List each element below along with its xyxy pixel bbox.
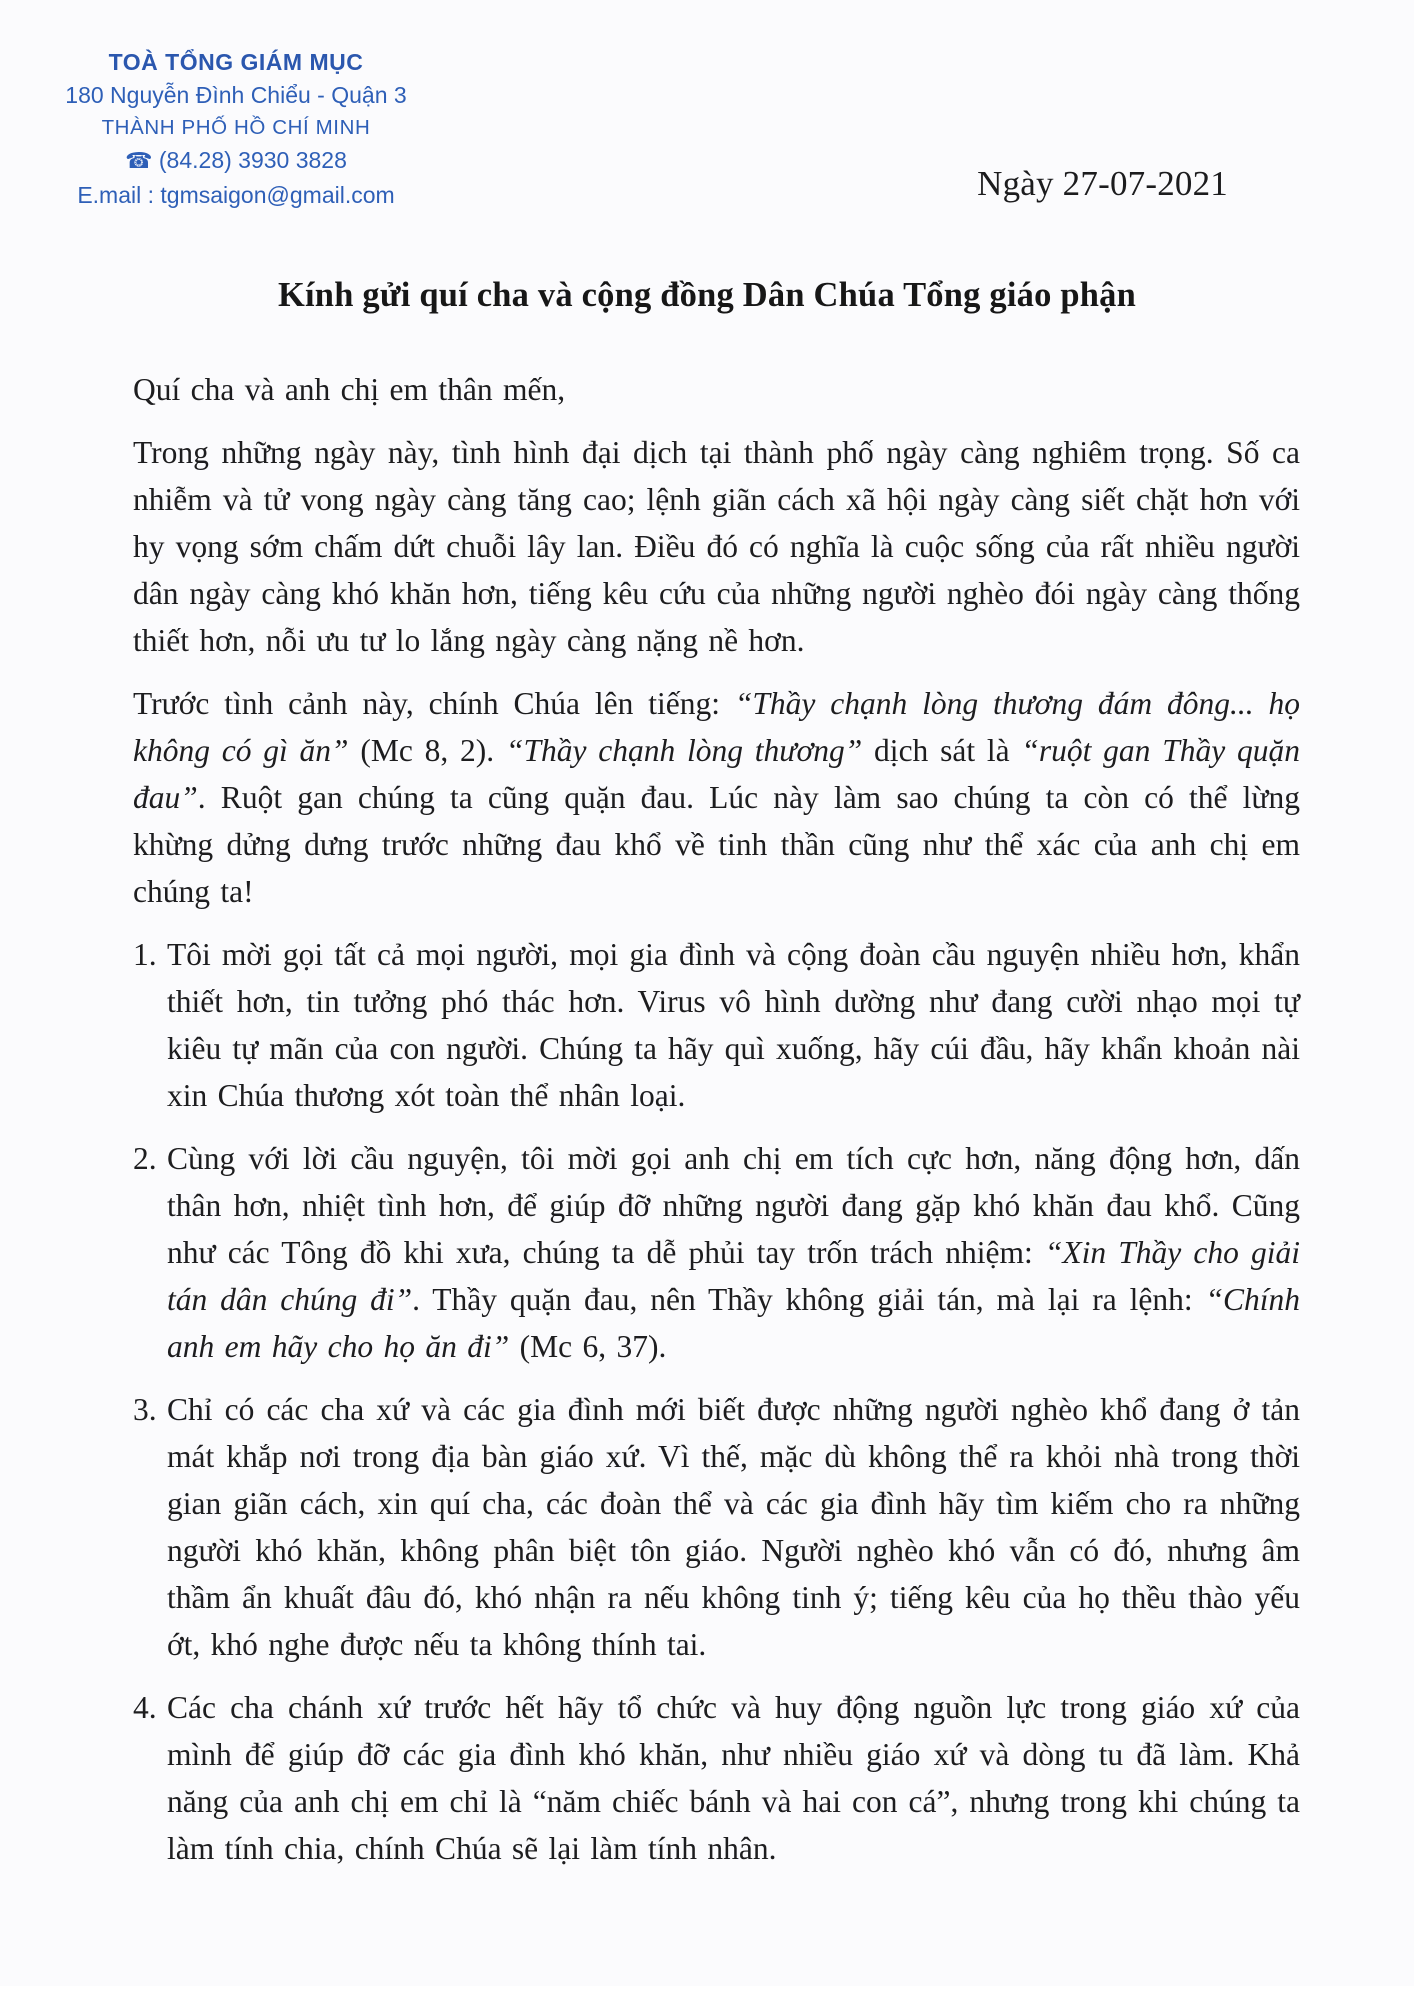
list-item-3 — [133, 1386, 1300, 1668]
letter-title: Kính gửi quí cha và cộng đồng Dân Chúa Tổng giáo phận — [277, 276, 1136, 314]
scripture-quote: “Xin Thầy cho giải tán dân chúng đi” — [167, 1235, 1301, 1317]
org-city: THÀNH PHỐ HỒ CHÍ MINH — [101, 115, 371, 139]
phone-number: (84.28) 3930 3828 — [158, 147, 347, 173]
item-text — [167, 1386, 1300, 1668]
text-segment: Cùng với lời cầu nguyện, tôi mời gọi anh chị em tích cực hơn, năng động hơn, dấn thân hơn, nhiệt tình hơn, để giúp đỡ những người đang gặp khó khăn đau khổ. Cũng như các Tông đồ khi xưa, chúng ta dễ phủi tay trốn trách nhiệm: — [167, 1141, 1300, 1270]
org-name: TOÀ TỔNG GIÁM MỤC — [108, 49, 364, 75]
scripture-paragraph — [133, 680, 1300, 915]
salutation: Quí cha và anh chị em thân mến, — [133, 372, 566, 407]
text-segment: Trước tình cảnh này, chính Chúa lên tiếng: — [133, 686, 735, 721]
text-segment: Các cha chánh xứ trước hết hãy tổ chức và huy động nguồn lực trong giáo xứ của mình để giúp đỡ các gia đình khó khăn, như nhiều giáo xứ và dòng tu đã làm. Khả năng của anh chị em chỉ là “năm chiếc bánh và hai con cá”, nhưng trong khi chúng ta làm tính chia, chính Chúa sẽ lại làm tính nhân. — [167, 1690, 1300, 1866]
scripture-quote: “Chính anh em hãy cho họ ăn đi” — [167, 1282, 1300, 1364]
text-segment: Tôi mời gọi tất cả mọi người, mọi gia đình và cộng đoàn cầu nguyện nhiều hơn, khẩn thiết hơn, tin tưởng phó thác hơn. Virus vô hình dường như đang cười nhạo mọi tự kiêu tự mãn của con người. Chúng ta hãy quì xuống, hãy cúi đầu, hãy khẩn khoản nài xin Chúa thương xót toàn thể nhân loại. — [167, 937, 1300, 1113]
org-phone-line — [52, 144, 420, 179]
list-item-1 — [133, 931, 1300, 1119]
text-segment: . Ruột gan chúng ta cũng quặn đau. Lúc này làm sao chúng ta còn có thể lừng khừng dửng dưng trước những đau khổ về tinh thần cũng như thể xác của anh chị em chúng ta! — [133, 780, 1300, 909]
item-number: 4. — [133, 1690, 157, 1725]
opening-paragraph: Trong những ngày này, tình hình đại dịch tại thành phố ngày càng nghiêm trọng. Số ca nhiễm và tử vong ngày càng tăng cao; lệnh giãn cách xã hội ngày càng siết chặt hơn với hy vọng sớm chấm dứt chuỗi lây lan. Điều đó có nghĩa là cuộc sống của rất nhiều người dân ngày càng khó khăn hơn, tiếng kêu cứu của những người nghèo đói ngày càng thống thiết hơn, nỗi ưu tư lo lắng ngày càng nặng nề hơn. — [133, 435, 1300, 658]
list-item-4 — [133, 1684, 1300, 1872]
item-text — [167, 1684, 1300, 1872]
scan-bottom-edge — [0, 1986, 1414, 2000]
item-number: 2. — [133, 1141, 157, 1176]
item-number: 1. — [133, 937, 157, 972]
telephone-icon: ☎ — [125, 149, 153, 174]
text-segment: . Thầy quặn đau, nên Thầy không giải tán, mà lại ra lệnh: — [412, 1282, 1206, 1317]
org-address: 180 Nguyễn Đình Chiểu - Quận 3 — [65, 82, 407, 108]
text-segment: Chỉ có các cha xứ và các gia đình mới biết được những người nghèo khổ đang ở tản mát khắp nơi trong địa bàn giáo xứ. Vì thế, mặc dù không thể ra khỏi nhà trong thời gian giãn cách, xin quí cha, các đoàn thể và các gia đình hãy tìm kiếm cho ra những người khó khăn, không phân biệt tôn giáo. Người nghèo khó vẫn có đó, nhưng âm thầm ẩn khuất đâu đó, khó nhận ra nếu không tinh ý; tiếng kêu của họ thều thào yếu ớt, khó nghe được nếu ta không thính tai. — [167, 1392, 1300, 1662]
letter-date: Ngày 27-07-2021 — [977, 164, 1228, 203]
text-segment: (Mc 6, 37). — [509, 1329, 667, 1364]
letterhead — [52, 46, 420, 211]
text-segment: dịch sát là — [862, 733, 1022, 768]
item-number: 3. — [133, 1392, 157, 1427]
scripture-quote: “Thầy chạnh lòng thương đám đông... họ không có gì ăn” — [133, 686, 1300, 768]
scripture-quote: “ruột gan Thầy quặn đau” — [133, 733, 1300, 815]
list-item-2 — [133, 1135, 1300, 1370]
letter-body — [133, 366, 1300, 1872]
org-email: E.mail : tgmsaigon@gmail.com — [77, 181, 395, 208]
item-text — [167, 931, 1300, 1119]
item-text — [167, 1135, 1300, 1370]
text-segment: (Mc 8, 2). — [348, 733, 506, 768]
scripture-quote: “Thầy chạnh lòng thương” — [505, 733, 863, 768]
